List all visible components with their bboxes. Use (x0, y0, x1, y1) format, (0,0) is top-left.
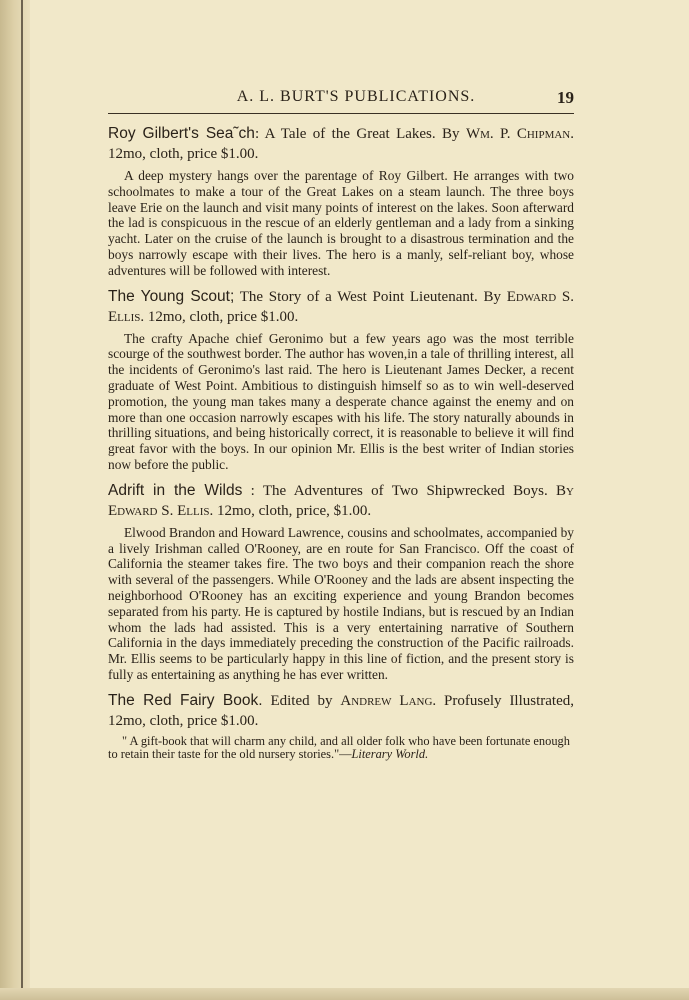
page-bottom-edge (0, 988, 689, 1000)
book-subtitle: The Story of a West Point Lieutenant. By (234, 288, 507, 305)
book-entry-roy-gilbert (108, 124, 574, 279)
book-subtitle: The Adventures of Two Shipwrecked Boys. (254, 482, 557, 499)
book-subtitle: A Tale of the Great Lakes. By (259, 126, 466, 142)
book-entry-red-fairy-book (108, 691, 574, 761)
book-description: Elwood Brandon and Howard Lawrence, cousins and schoolmates, accompanied by a lively Irishman called O'Rooney, are en route for San Francisco. Off the coast of California the steamer takes fire. The two boys and their companion reach the shore with several of the passengers. While O'Rooney and the lads are absent inspecting the neighborhood O'Rooney has an exciting experience and young Brandon becomes separated from his party. He is captured by hostile Indians, but is rescued by an Indian whom the lads had assisted. This is a very entertaining narrative of Southern California in the days immediately preceding the construction of the Pacific railroads. Mr. Ellis seems to be particularly happy in this line of fiction, and the present story is fully as entertaining as anything he has ever written. (108, 524, 574, 682)
book-details: Profusely Illustrated, 12mo, cloth, price $1.00. (108, 692, 575, 729)
book-author: Edward S. Ellis. (108, 288, 574, 325)
quote-source: Literary World. (351, 746, 429, 761)
book-details: 12mo, cloth, price, $1.00. (213, 502, 372, 519)
book-author: By Edward S. Ellis. (108, 482, 574, 519)
entry-heading (108, 287, 574, 327)
book-entry-adrift-in-the-wilds (108, 481, 574, 683)
book-title: Roy Gilbert's Sea˜ch (108, 125, 255, 142)
book-spine-shadow (0, 0, 30, 1000)
page-header (108, 88, 574, 110)
book-description: The crafty Apache chief Geronimo but a few years ago was the most terrible scourge of the southwest border. The author has woven,in a tale of thrilling interest, all the incidents of Geronimo's last raid. The hero is Lieutenant James Decker, a recent graduate of West Point. Ambitious to distinguish himself so as to win well-deserved promotion, the young man takes many a desperate chance against the enemy and on more than one occasion narrowly escapes with his life. The story naturally abounds in thrilling situations, and being historically correct, it is reasonable to believe it will find great favor with the boys. In our opinion Mr. Ellis is the best writer of Indian stories now before the public. (108, 330, 574, 472)
page-content (108, 124, 574, 769)
entry-heading (108, 481, 574, 521)
book-title: Adrift in the Wilds (108, 481, 243, 499)
book-author: Wm. P. Chipman. (465, 126, 574, 142)
gutter-line (21, 0, 23, 1000)
running-head: A. L. BURT'S PUBLICATIONS. (236, 88, 476, 105)
book-details: 12mo, cloth, price $1.00. (144, 308, 299, 325)
title-separator: : (242, 482, 255, 499)
book-entry-young-scout (108, 287, 574, 473)
book-description: A deep mystery hangs over the parentage of Roy Gilbert. He arranges with two schoolmates to make a tour of the Great Lakes on a steam launch. The three boys leave Erie on the launch and visit many points of interest on the lakes. Soon afterward the lad is conspicuous in the rescue of an elderly gentleman and a lady from a sinking yacht. Later on the cruise of the launch is brought to a disastrous termination and the boys narrowly escape with their lives. The hero is a manly, self-reliant boy, whose adventures will be followed with interest. (108, 168, 574, 278)
header-rule (108, 113, 574, 114)
book-subtitle: Edited by (262, 692, 341, 709)
review-quote (108, 735, 574, 761)
page-number: 19 (557, 88, 574, 107)
book-details: 12mo, cloth, price $1.00. (108, 146, 259, 162)
entry-heading (108, 691, 574, 731)
book-author: Andrew Lang. (340, 692, 437, 709)
book-title: The Red Fairy Book. (108, 691, 263, 709)
title-separator: : (254, 126, 260, 142)
quote-text: " A gift-book that will charm any child, and all older folk who have been fortunate enough to retain their taste for the old nursery stories."— (108, 733, 570, 761)
entry-heading (108, 124, 574, 164)
book-title: The Young Scout; (108, 287, 235, 305)
